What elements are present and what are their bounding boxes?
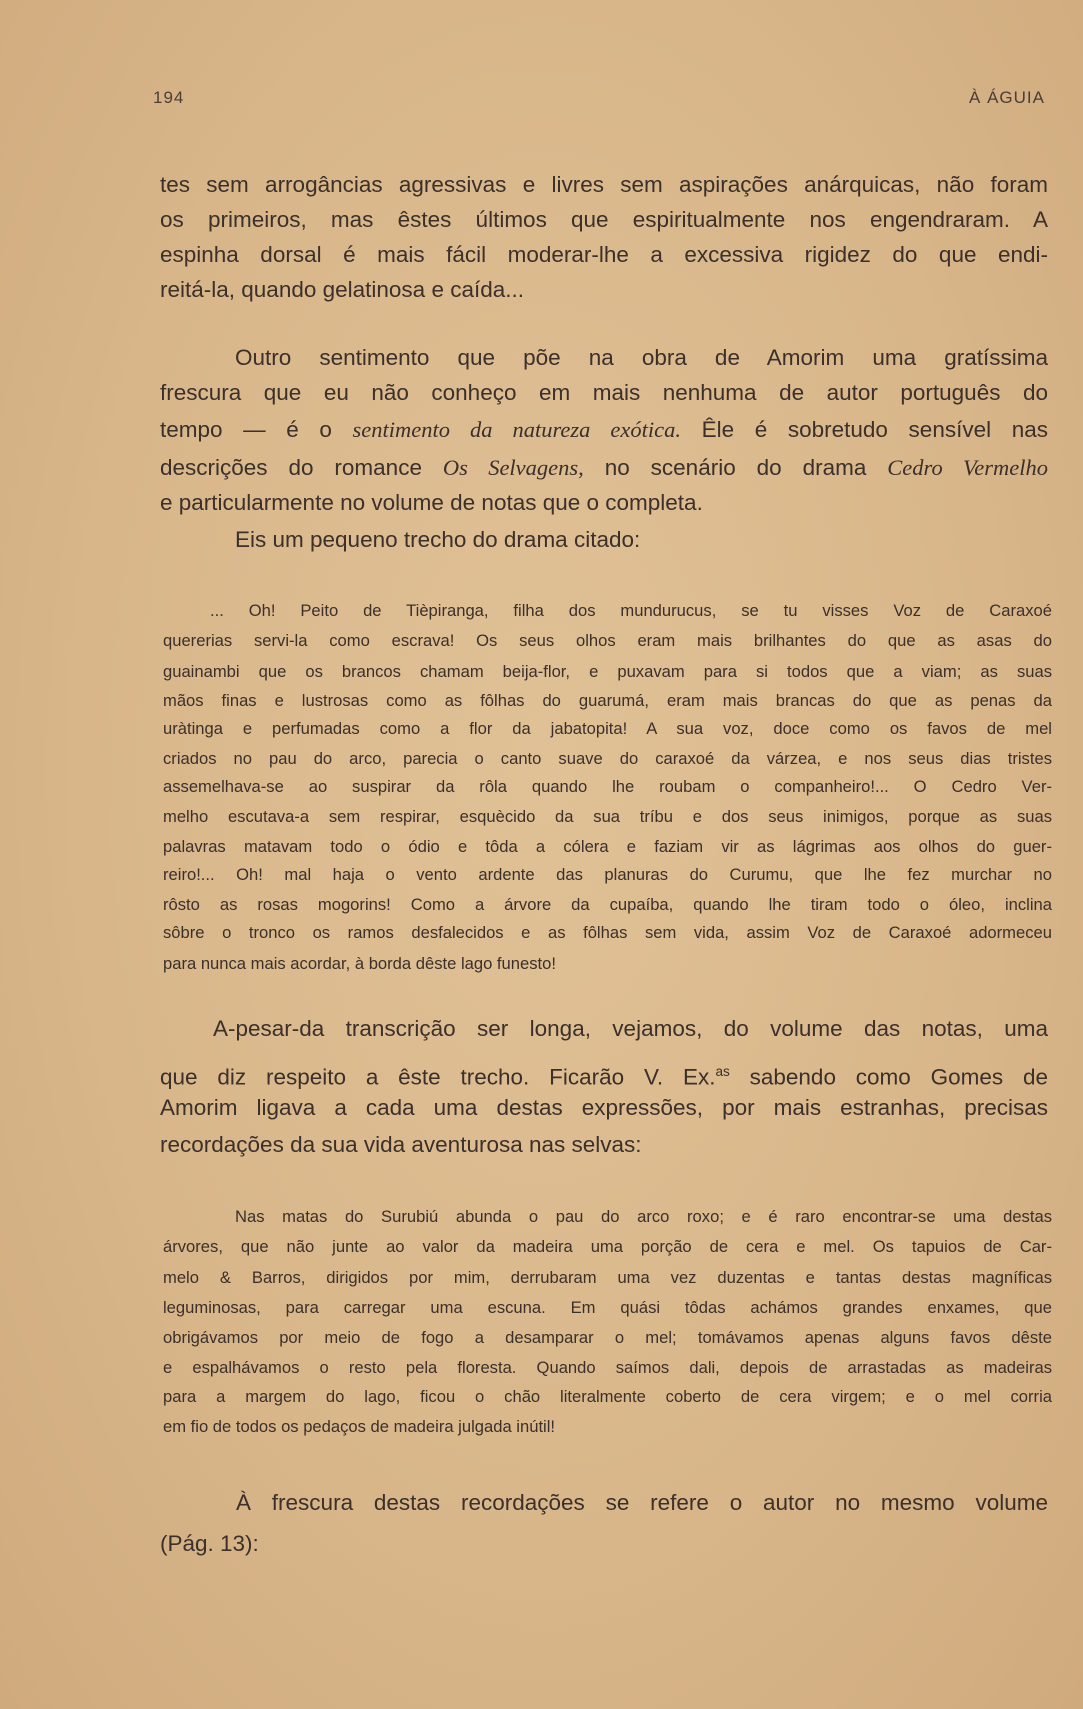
- page-number: 194: [153, 88, 185, 107]
- text-span: melho escutava-a sem respirar, esquècido da sua tríbu e dos seus inimigos, porque as suas: [163, 807, 1052, 826]
- text-line: [160, 1488, 1048, 1518]
- text-line: [160, 170, 1048, 200]
- text-span: que diz respeito a êste trecho. Ficarão V. Ex.: [160, 1064, 716, 1090]
- text-span: para nunca mais acordar, à borda dêste lago funesto!: [163, 954, 556, 973]
- text-line: [160, 1093, 1048, 1123]
- text-span: (Pág. 13):: [160, 1531, 259, 1556]
- text-span: Nas matas do Surubiú abunda o pau do arco roxo; e é raro encontrar-se uma destas: [235, 1207, 1052, 1226]
- superscript-text: as: [715, 1064, 730, 1079]
- text-line: [160, 1130, 1048, 1160]
- text-span: palavras matavam todo o ódio e tôda a cólera e faziam vir as lágrimas aos olhos do guer-: [163, 837, 1052, 856]
- text-span: os primeiros, mas êstes últimos que espiritualmente nos engendraram. A: [160, 207, 1048, 232]
- running-title: À ÁGUIA: [969, 88, 1045, 107]
- text-line: [160, 1014, 1048, 1044]
- text-span: no scenário do drama: [583, 455, 888, 480]
- quote-line: [163, 1266, 1052, 1290]
- text-line: [160, 343, 1048, 373]
- text-span: rôsto as rosas mogorins! Como a árvore da cupaíba, quando lhe tiram todo o óleo, inclina: [163, 895, 1052, 914]
- text-span: À frescura destas recordações se refere o autor no mesmo volume: [236, 1490, 1048, 1515]
- text-line: [160, 378, 1048, 408]
- quote-line: [163, 1296, 1052, 1320]
- text-span: reitá-la, quando gelatinosa e caída...: [160, 277, 524, 302]
- text-span: Amorim ligava a cada uma destas expressões, por mais estranhas, precisas: [160, 1095, 1048, 1120]
- text-span: recordações da sua vida aventurosa nas selvas:: [160, 1132, 642, 1157]
- quote-line: [163, 921, 1052, 945]
- text-span: melo & Barros, dirigidos por mim, derrubaram uma vez duzentas e tantas destas magníficas: [163, 1268, 1052, 1287]
- text-line: [160, 1057, 1048, 1093]
- text-span: espinha dorsal é mais fácil moderar-lhe a excessiva rigidez do que endi-: [160, 242, 1048, 267]
- quote-line: [163, 717, 1052, 741]
- quote-line: [163, 893, 1052, 917]
- text-span: uràtinga e perfumadas como a flor da jabatopita! A sua voz, doce como os favos de mel: [163, 719, 1052, 738]
- text-span: descrições do romance: [160, 455, 443, 480]
- text-line: [160, 275, 1048, 305]
- italic-text: Cedro Vermelho: [887, 455, 1048, 480]
- text-line: [160, 240, 1048, 270]
- quote-line: [163, 1205, 1052, 1229]
- quote-line: [163, 1356, 1052, 1380]
- text-span: obrigávamos por meio de fogo a desamparar o mel; tomávamos apenas alguns favos dêste: [163, 1328, 1052, 1347]
- quote-line: [163, 1415, 1052, 1439]
- italic-text: sentimento da natureza exótica.: [352, 417, 681, 442]
- quote-line: [163, 689, 1052, 713]
- text-span: leguminosas, para carregar uma escuna. Em quási tôdas achámos grandes enxames, que: [163, 1298, 1052, 1317]
- text-span: quererias servi-la como escrava! Os seus olhos eram mais brilhantes do que as asas do: [163, 631, 1052, 650]
- text-line: [160, 488, 1048, 518]
- text-span: e espalhávamos o resto pela floresta. Quando saímos dali, depois de arrastadas as madeiras: [163, 1358, 1052, 1377]
- quote-line: [163, 1326, 1052, 1350]
- text-span: sôbre o tronco os ramos desfalecidos e as fôlhas sem vida, assim Voz de Caraxoé adormeceu: [163, 923, 1052, 942]
- quote-line: [163, 952, 1052, 976]
- text-span: reiro!... Oh! mal haja o vento ardente das planuras do Curumu, que lhe fez murchar no: [163, 865, 1052, 884]
- text-span: tes sem arrogâncias agressivas e livres sem aspirações anárquicas, não foram: [160, 172, 1048, 197]
- text-span: para a margem do lago, ficou o chão literalmente coberto de cera virgem; e o mel corria: [163, 1387, 1052, 1406]
- quote-line: [163, 1235, 1052, 1259]
- text-span: A-pesar-da transcrição ser longa, vejamos, do volume das notas, uma: [213, 1016, 1048, 1041]
- quote-line: [163, 599, 1052, 623]
- text-span: Eis um pequeno trecho do drama citado:: [235, 527, 641, 552]
- text-span: tempo — é o: [160, 417, 353, 442]
- text-line: [160, 453, 1048, 483]
- text-line: [160, 415, 1048, 445]
- quote-line: [163, 1385, 1052, 1409]
- text-span: guainambi que os brancos chamam beija-flor, e puxavam para si todos que a viam; as suas: [163, 662, 1052, 681]
- text-line: [160, 1529, 1048, 1559]
- text-span: árvores, que não junte ao valor da madeira uma porção de cera e mel. Os tapuios de Car-: [163, 1237, 1052, 1256]
- quote-line: [163, 863, 1052, 887]
- text-span: frescura que eu não conheço em mais nenhuma de autor português do: [160, 380, 1048, 405]
- text-line: [160, 525, 1048, 555]
- text-span: Outro sentimento que põe na obra de Amorim uma gratíssima: [235, 345, 1048, 370]
- text-span: assemelhava-se ao suspirar da rôla quando lhe roubam o companheiro!... O Cedro Ver-: [163, 777, 1052, 796]
- text-line: [160, 205, 1048, 235]
- text-span: em fio de todos os pedaços de madeira julgada inútil!: [163, 1417, 556, 1436]
- text-span: ... Oh! Peito de Tièpiranga, filha dos mundurucus, se tu visses Voz de Caraxoé: [210, 601, 1052, 620]
- quote-line: [163, 747, 1052, 771]
- quote-line: [163, 629, 1052, 653]
- text-span: Êle é sobretudo sensível nas: [680, 417, 1048, 442]
- text-span: criados no pau do arco, parecia o canto suave do caraxoé da várzea, e nos seus dias tristes: [163, 749, 1052, 768]
- text-span: mãos finas e lustrosas como as fôlhas do guarumá, eram mais brancas do que as penas da: [163, 691, 1052, 710]
- quote-line: [163, 835, 1052, 859]
- quote-line: [163, 775, 1052, 799]
- text-span: sabendo como Gomes de: [729, 1064, 1049, 1090]
- italic-text: Os Selvagens,: [442, 455, 584, 480]
- quote-line: [163, 805, 1052, 829]
- quote-line: [163, 660, 1052, 684]
- text-span: e particularmente no volume de notas que o completa.: [160, 490, 703, 515]
